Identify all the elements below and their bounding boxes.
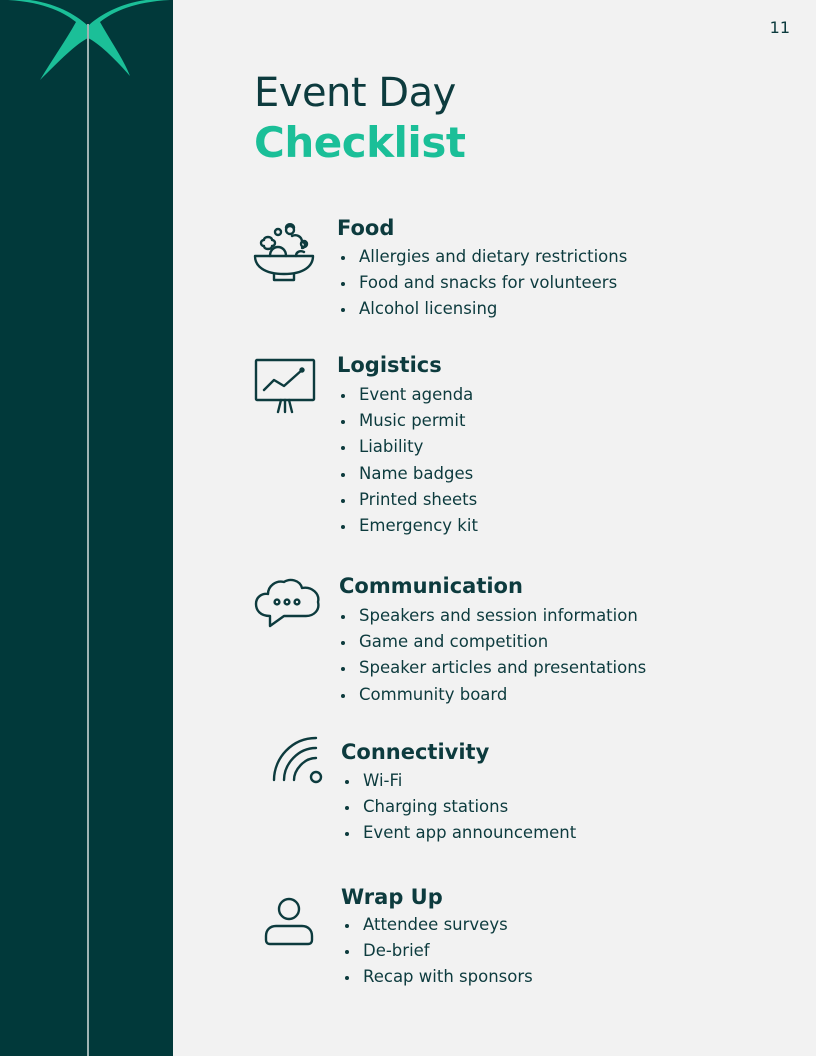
- star-decoration-icon: [0, 0, 173, 1056]
- list-item: Alcohol licensing: [337, 296, 627, 322]
- sidebar-band: [0, 0, 173, 1056]
- wifi-signal-icon: [270, 734, 324, 789]
- list-item: Allergies and dietary restrictions: [337, 244, 627, 270]
- list-item: Emergency kit: [337, 513, 478, 539]
- list-item: Event agenda: [337, 382, 478, 408]
- list-item: Food and snacks for volunteers: [337, 270, 627, 296]
- list-item: Printed sheets: [337, 487, 478, 513]
- list-item: Recap with sponsors: [341, 964, 533, 990]
- section-heading-wrap-up: Wrap Up: [341, 885, 443, 909]
- presentation-chart-icon: [254, 358, 316, 421]
- salad-bowl-icon: [252, 220, 316, 291]
- chat-bubble-icon: [254, 578, 322, 635]
- section-heading-communication: Communication: [339, 574, 523, 598]
- list-item: Speaker articles and presentations: [337, 655, 646, 681]
- person-icon: [262, 896, 316, 953]
- page-title: Event Day: [254, 70, 456, 116]
- section-heading-connectivity: Connectivity: [341, 740, 490, 764]
- list-item: Community board: [337, 682, 646, 708]
- section-heading-logistics: Logistics: [337, 353, 442, 377]
- wrap-up-list: [341, 912, 533, 991]
- section-heading-food: Food: [337, 216, 395, 240]
- connectivity-list: [341, 768, 576, 847]
- list-item: Speakers and session information: [337, 603, 646, 629]
- list-item: Liability: [337, 434, 478, 460]
- list-item: Wi-Fi: [341, 768, 576, 794]
- list-item: Name badges: [337, 461, 478, 487]
- list-item: Music permit: [337, 408, 478, 434]
- page-title-accent: Checklist: [254, 118, 466, 167]
- page-number: 11: [769, 18, 790, 37]
- communication-list: [337, 603, 646, 708]
- list-item: Game and competition: [337, 629, 646, 655]
- food-list: [337, 244, 627, 323]
- list-item: De-brief: [341, 938, 533, 964]
- list-item: Event app announcement: [341, 820, 576, 846]
- logistics-list: [337, 382, 478, 539]
- list-item: Charging stations: [341, 794, 576, 820]
- list-item: Attendee surveys: [341, 912, 533, 938]
